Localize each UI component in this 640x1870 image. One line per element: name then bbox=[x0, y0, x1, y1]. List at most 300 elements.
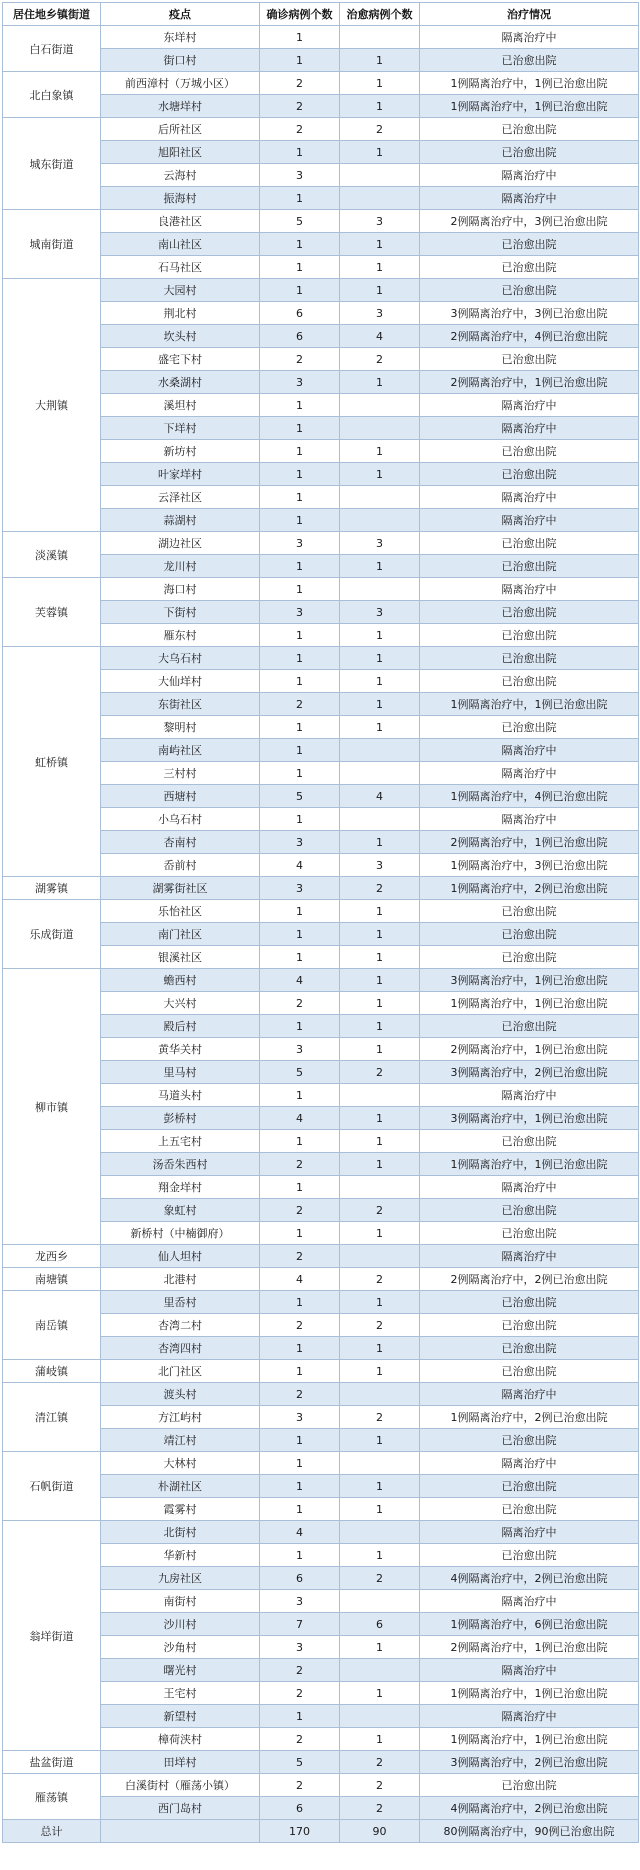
confirmed-cell: 1 bbox=[260, 233, 340, 256]
status-cell: 已治愈出院 bbox=[420, 1314, 639, 1337]
cured-cell: 1 bbox=[340, 693, 420, 716]
status-cell: 2例隔离治疗中，4例已治愈出院 bbox=[420, 325, 639, 348]
place-cell: 下垟村 bbox=[101, 417, 260, 440]
town-cell: 城南街道 bbox=[3, 210, 101, 279]
cured-cell: 1 bbox=[340, 1475, 420, 1498]
confirmed-cell: 1 bbox=[260, 463, 340, 486]
confirmed-cell: 3 bbox=[260, 371, 340, 394]
table-row bbox=[3, 647, 639, 670]
status-cell: 隔离治疗中 bbox=[420, 509, 639, 532]
town-cell: 白石街道 bbox=[3, 26, 101, 72]
place-cell: 西门岛村 bbox=[101, 1797, 260, 1820]
status-cell: 已治愈出院 bbox=[420, 670, 639, 693]
cured-cell: 1 bbox=[340, 647, 420, 670]
place-cell: 彭桥村 bbox=[101, 1107, 260, 1130]
cured-cell: 1 bbox=[340, 1153, 420, 1176]
place-cell: 殿后村 bbox=[101, 1015, 260, 1038]
confirmed-cell: 1 bbox=[260, 1176, 340, 1199]
status-cell: 已治愈出院 bbox=[420, 946, 639, 969]
confirmed-cell: 1 bbox=[260, 923, 340, 946]
confirmed-cell: 2 bbox=[260, 1774, 340, 1797]
place-cell: 小乌石村 bbox=[101, 808, 260, 831]
town-cell: 翁垟街道 bbox=[3, 1521, 101, 1751]
cured-cell: 1 bbox=[340, 95, 420, 118]
place-cell: 三村村 bbox=[101, 762, 260, 785]
confirmed-cell: 1 bbox=[260, 578, 340, 601]
status-cell: 已治愈出院 bbox=[420, 923, 639, 946]
status-cell: 隔离治疗中 bbox=[420, 1521, 639, 1544]
place-cell: 大园村 bbox=[101, 279, 260, 302]
place-cell: 杏湾二村 bbox=[101, 1314, 260, 1337]
place-cell: 沙川村 bbox=[101, 1613, 260, 1636]
cured-cell: 1 bbox=[340, 716, 420, 739]
cured-cell bbox=[340, 187, 420, 210]
confirmed-cell: 1 bbox=[260, 1015, 340, 1038]
place-cell: 大兴村 bbox=[101, 992, 260, 1015]
status-cell: 已治愈出院 bbox=[420, 1429, 639, 1452]
status-cell: 已治愈出院 bbox=[420, 1360, 639, 1383]
place-cell: 新望村 bbox=[101, 1705, 260, 1728]
cured-cell: 2 bbox=[340, 1774, 420, 1797]
status-cell: 已治愈出院 bbox=[420, 1544, 639, 1567]
status-cell: 隔离治疗中 bbox=[420, 26, 639, 49]
place-cell: 云海村 bbox=[101, 164, 260, 187]
cured-cell: 1 bbox=[340, 969, 420, 992]
confirmed-cell: 1 bbox=[260, 394, 340, 417]
place-cell: 黄华关村 bbox=[101, 1038, 260, 1061]
cured-cell: 1 bbox=[340, 670, 420, 693]
confirmed-cell: 1 bbox=[260, 187, 340, 210]
confirmed-cell: 1 bbox=[260, 1429, 340, 1452]
cured-cell: 2 bbox=[340, 877, 420, 900]
confirmed-cell: 3 bbox=[260, 1038, 340, 1061]
confirmed-cell: 1 bbox=[260, 1084, 340, 1107]
place-cell: 大乌石村 bbox=[101, 647, 260, 670]
cured-cell: 4 bbox=[340, 325, 420, 348]
header-row bbox=[3, 3, 639, 26]
cured-cell: 1 bbox=[340, 49, 420, 72]
town-cell: 龙西乡 bbox=[3, 1245, 101, 1268]
confirmed-cell: 1 bbox=[260, 1130, 340, 1153]
confirmed-cell: 3 bbox=[260, 877, 340, 900]
town-cell: 南塘镇 bbox=[3, 1268, 101, 1291]
place-cell: 海口村 bbox=[101, 578, 260, 601]
table-row bbox=[3, 118, 639, 141]
town-cell: 盐盆街道 bbox=[3, 1751, 101, 1774]
status-cell: 已治愈出院 bbox=[420, 49, 639, 72]
place-cell: 方江屿村 bbox=[101, 1406, 260, 1429]
cured-cell: 1 bbox=[340, 1498, 420, 1521]
table-row bbox=[3, 1245, 639, 1268]
cured-cell: 2 bbox=[340, 1314, 420, 1337]
place-cell: 石马社区 bbox=[101, 256, 260, 279]
table-row bbox=[3, 1774, 639, 1797]
total-label: 总计 bbox=[3, 1820, 101, 1843]
place-cell: 前西漳村（万城小区） bbox=[101, 72, 260, 95]
town-cell: 芙蓉镇 bbox=[3, 578, 101, 647]
confirmed-cell: 1 bbox=[260, 762, 340, 785]
status-cell: 隔离治疗中 bbox=[420, 1590, 639, 1613]
confirmed-cell: 1 bbox=[260, 739, 340, 762]
cured-cell: 3 bbox=[340, 601, 420, 624]
confirmed-cell: 2 bbox=[260, 1659, 340, 1682]
confirmed-cell: 5 bbox=[260, 1061, 340, 1084]
town-cell: 湖雾镇 bbox=[3, 877, 101, 900]
status-cell: 隔离治疗中 bbox=[420, 808, 639, 831]
status-cell: 隔离治疗中 bbox=[420, 1176, 639, 1199]
town-cell: 北白象镇 bbox=[3, 72, 101, 118]
table-row bbox=[3, 578, 639, 601]
confirmed-cell: 2 bbox=[260, 1682, 340, 1705]
place-cell: 振海村 bbox=[101, 187, 260, 210]
confirmed-cell: 1 bbox=[260, 1452, 340, 1475]
cured-cell: 1 bbox=[340, 1337, 420, 1360]
cured-cell bbox=[340, 164, 420, 187]
cured-cell bbox=[340, 1383, 420, 1406]
confirmed-cell: 1 bbox=[260, 1544, 340, 1567]
status-cell: 隔离治疗中 bbox=[420, 578, 639, 601]
status-cell: 已治愈出院 bbox=[420, 256, 639, 279]
cured-cell bbox=[340, 1705, 420, 1728]
confirmed-cell: 4 bbox=[260, 1521, 340, 1544]
confirmed-cell: 7 bbox=[260, 1613, 340, 1636]
status-cell: 隔离治疗中 bbox=[420, 1659, 639, 1682]
table-row bbox=[3, 1383, 639, 1406]
confirmed-cell: 1 bbox=[260, 1291, 340, 1314]
cured-cell: 1 bbox=[340, 371, 420, 394]
cured-cell: 2 bbox=[340, 1797, 420, 1820]
cured-cell: 4 bbox=[340, 785, 420, 808]
status-cell: 隔离治疗中 bbox=[420, 486, 639, 509]
status-cell: 1例隔离治疗中，1例已治愈出院 bbox=[420, 992, 639, 1015]
place-cell: 蟾西村 bbox=[101, 969, 260, 992]
total-cured: 90 bbox=[340, 1820, 420, 1843]
cured-cell: 1 bbox=[340, 1360, 420, 1383]
status-cell: 1例隔离治疗中，1例已治愈出院 bbox=[420, 1682, 639, 1705]
status-cell: 已治愈出院 bbox=[420, 1475, 639, 1498]
status-cell: 1例隔离治疗中，1例已治愈出院 bbox=[420, 72, 639, 95]
confirmed-cell: 6 bbox=[260, 1567, 340, 1590]
town-cell: 南岳镇 bbox=[3, 1291, 101, 1360]
place-cell: 叶家垟村 bbox=[101, 463, 260, 486]
confirmed-cell: 1 bbox=[260, 1498, 340, 1521]
cured-cell bbox=[340, 1521, 420, 1544]
confirmed-cell: 4 bbox=[260, 1107, 340, 1130]
cured-cell: 1 bbox=[340, 624, 420, 647]
place-cell: 里岙村 bbox=[101, 1291, 260, 1314]
town-cell: 大荆镇 bbox=[3, 279, 101, 532]
confirmed-cell: 1 bbox=[260, 279, 340, 302]
confirmed-cell: 3 bbox=[260, 1590, 340, 1613]
table-row bbox=[3, 969, 639, 992]
cured-cell: 2 bbox=[340, 1751, 420, 1774]
confirmed-cell: 6 bbox=[260, 325, 340, 348]
place-cell: 杏湾四村 bbox=[101, 1337, 260, 1360]
status-cell: 已治愈出院 bbox=[420, 601, 639, 624]
cured-cell bbox=[340, 1084, 420, 1107]
confirmed-cell: 2 bbox=[260, 1153, 340, 1176]
status-cell: 3例隔离治疗中，1例已治愈出院 bbox=[420, 969, 639, 992]
cured-cell: 6 bbox=[340, 1613, 420, 1636]
status-cell: 隔离治疗中 bbox=[420, 187, 639, 210]
status-cell: 已治愈出院 bbox=[420, 900, 639, 923]
status-cell: 3例隔离治疗中，2例已治愈出院 bbox=[420, 1061, 639, 1084]
cured-cell bbox=[340, 1245, 420, 1268]
cured-cell: 2 bbox=[340, 1061, 420, 1084]
town-cell: 石帆街道 bbox=[3, 1452, 101, 1521]
place-cell: 东垟村 bbox=[101, 26, 260, 49]
confirmed-cell: 5 bbox=[260, 210, 340, 233]
place-cell: 南门社区 bbox=[101, 923, 260, 946]
cured-cell: 1 bbox=[340, 256, 420, 279]
cured-cell: 1 bbox=[340, 1130, 420, 1153]
cured-cell bbox=[340, 1590, 420, 1613]
confirmed-cell: 1 bbox=[260, 26, 340, 49]
confirmed-cell: 1 bbox=[260, 1337, 340, 1360]
place-cell: 黎明村 bbox=[101, 716, 260, 739]
place-cell: 马道头村 bbox=[101, 1084, 260, 1107]
cured-cell: 1 bbox=[340, 1544, 420, 1567]
place-cell: 仙人坦村 bbox=[101, 1245, 260, 1268]
status-cell: 已治愈出院 bbox=[420, 647, 639, 670]
town-cell: 淡溪镇 bbox=[3, 532, 101, 578]
place-cell: 西塘村 bbox=[101, 785, 260, 808]
cured-cell: 1 bbox=[340, 279, 420, 302]
cured-cell: 1 bbox=[340, 992, 420, 1015]
status-cell: 隔离治疗中 bbox=[420, 1452, 639, 1475]
place-cell: 龙川村 bbox=[101, 555, 260, 578]
table-header bbox=[3, 3, 639, 26]
cured-cell bbox=[340, 26, 420, 49]
cured-cell: 1 bbox=[340, 1222, 420, 1245]
cured-cell bbox=[340, 808, 420, 831]
status-cell: 3例隔离治疗中，2例已治愈出院 bbox=[420, 1751, 639, 1774]
confirmed-cell: 3 bbox=[260, 831, 340, 854]
status-cell: 已治愈出院 bbox=[420, 1130, 639, 1153]
confirmed-cell: 1 bbox=[260, 900, 340, 923]
cured-cell: 1 bbox=[340, 1107, 420, 1130]
cured-cell: 1 bbox=[340, 1728, 420, 1751]
cured-cell: 1 bbox=[340, 141, 420, 164]
confirmed-cell: 1 bbox=[260, 49, 340, 72]
status-cell: 已治愈出院 bbox=[420, 1774, 639, 1797]
status-cell: 隔离治疗中 bbox=[420, 1383, 639, 1406]
status-cell: 已治愈出院 bbox=[420, 1291, 639, 1314]
confirmed-cell: 6 bbox=[260, 1797, 340, 1820]
cured-cell bbox=[340, 1176, 420, 1199]
town-cell: 城东街道 bbox=[3, 118, 101, 210]
place-cell: 南街村 bbox=[101, 1590, 260, 1613]
place-cell: 霞雾村 bbox=[101, 1498, 260, 1521]
place-cell: 靖江村 bbox=[101, 1429, 260, 1452]
place-cell: 新坊村 bbox=[101, 440, 260, 463]
status-cell: 2例隔离治疗中，1例已治愈出院 bbox=[420, 371, 639, 394]
place-cell: 湖边社区 bbox=[101, 532, 260, 555]
cured-cell: 1 bbox=[340, 72, 420, 95]
table-row bbox=[3, 1360, 639, 1383]
confirmed-cell: 6 bbox=[260, 302, 340, 325]
confirmed-cell: 2 bbox=[260, 693, 340, 716]
status-cell: 隔离治疗中 bbox=[420, 1245, 639, 1268]
confirmed-cell: 3 bbox=[260, 164, 340, 187]
cured-cell: 1 bbox=[340, 831, 420, 854]
table-row bbox=[3, 877, 639, 900]
cured-cell bbox=[340, 1659, 420, 1682]
cured-cell bbox=[340, 578, 420, 601]
status-cell: 1例隔离治疗中，1例已治愈出院 bbox=[420, 95, 639, 118]
status-cell: 2例隔离治疗中，2例已治愈出院 bbox=[420, 1268, 639, 1291]
place-cell: 湖雾街社区 bbox=[101, 877, 260, 900]
confirmed-cell: 2 bbox=[260, 1314, 340, 1337]
status-cell: 3例隔离治疗中，3例已治愈出院 bbox=[420, 302, 639, 325]
total-status: 80例隔离治疗中，90例已治愈出院 bbox=[420, 1820, 639, 1843]
place-cell: 岙前村 bbox=[101, 854, 260, 877]
town-cell: 乐成街道 bbox=[3, 900, 101, 969]
cured-cell: 1 bbox=[340, 1682, 420, 1705]
status-cell: 2例隔离治疗中，3例已治愈出院 bbox=[420, 210, 639, 233]
confirmed-cell: 1 bbox=[260, 624, 340, 647]
place-cell: 北门社区 bbox=[101, 1360, 260, 1383]
cured-cell bbox=[340, 739, 420, 762]
confirmed-cell: 1 bbox=[260, 1475, 340, 1498]
place-cell: 盛宅下村 bbox=[101, 348, 260, 371]
place-cell: 旭阳社区 bbox=[101, 141, 260, 164]
confirmed-cell: 1 bbox=[260, 946, 340, 969]
status-cell: 1例隔离治疗中，1例已治愈出院 bbox=[420, 693, 639, 716]
cured-cell bbox=[340, 486, 420, 509]
cured-cell: 1 bbox=[340, 1636, 420, 1659]
status-cell: 已治愈出院 bbox=[420, 624, 639, 647]
header-town: 居住地乡镇街道 bbox=[3, 3, 101, 26]
status-cell: 已治愈出院 bbox=[420, 463, 639, 486]
place-cell: 北港村 bbox=[101, 1268, 260, 1291]
status-cell: 1例隔离治疗中，2例已治愈出院 bbox=[420, 1406, 639, 1429]
place-cell: 田垟村 bbox=[101, 1751, 260, 1774]
confirmed-cell: 5 bbox=[260, 785, 340, 808]
place-cell: 荆北村 bbox=[101, 302, 260, 325]
place-cell: 东街社区 bbox=[101, 693, 260, 716]
confirmed-cell: 2 bbox=[260, 1728, 340, 1751]
confirmed-cell: 1 bbox=[260, 808, 340, 831]
place-cell: 翔金垟村 bbox=[101, 1176, 260, 1199]
confirmed-cell: 3 bbox=[260, 1636, 340, 1659]
status-cell: 已治愈出院 bbox=[420, 555, 639, 578]
confirmed-cell: 4 bbox=[260, 854, 340, 877]
table-row bbox=[3, 532, 639, 555]
status-cell: 隔离治疗中 bbox=[420, 164, 639, 187]
cured-cell: 3 bbox=[340, 302, 420, 325]
place-cell: 雁东村 bbox=[101, 624, 260, 647]
cured-cell: 2 bbox=[340, 118, 420, 141]
cured-cell: 1 bbox=[340, 233, 420, 256]
total-place bbox=[101, 1820, 260, 1843]
cured-cell: 2 bbox=[340, 1406, 420, 1429]
place-cell: 王宅村 bbox=[101, 1682, 260, 1705]
place-cell: 坎头村 bbox=[101, 325, 260, 348]
confirmed-cell: 1 bbox=[260, 256, 340, 279]
cured-cell: 3 bbox=[340, 532, 420, 555]
place-cell: 上五宅村 bbox=[101, 1130, 260, 1153]
header-place: 疫点 bbox=[101, 3, 260, 26]
place-cell: 云泽社区 bbox=[101, 486, 260, 509]
place-cell: 华新村 bbox=[101, 1544, 260, 1567]
status-cell: 1例隔离治疗中，4例已治愈出院 bbox=[420, 785, 639, 808]
status-cell: 已治愈出院 bbox=[420, 233, 639, 256]
place-cell: 水桑湖村 bbox=[101, 371, 260, 394]
place-cell: 蒜湖村 bbox=[101, 509, 260, 532]
status-cell: 已治愈出院 bbox=[420, 1337, 639, 1360]
table-row bbox=[3, 26, 639, 49]
town-cell: 蒲岐镇 bbox=[3, 1360, 101, 1383]
confirmed-cell: 1 bbox=[260, 486, 340, 509]
status-cell: 隔离治疗中 bbox=[420, 1705, 639, 1728]
cured-cell: 1 bbox=[340, 1015, 420, 1038]
place-cell: 新桥村（中楠御府） bbox=[101, 1222, 260, 1245]
cured-cell: 1 bbox=[340, 1429, 420, 1452]
table-row bbox=[3, 1268, 639, 1291]
status-cell: 已治愈出院 bbox=[420, 1222, 639, 1245]
confirmed-cell: 1 bbox=[260, 555, 340, 578]
status-cell: 隔离治疗中 bbox=[420, 739, 639, 762]
cured-cell: 1 bbox=[340, 555, 420, 578]
place-cell: 南屿社区 bbox=[101, 739, 260, 762]
cured-cell: 1 bbox=[340, 1038, 420, 1061]
status-cell: 已治愈出院 bbox=[420, 118, 639, 141]
table-row bbox=[3, 279, 639, 302]
header-status: 治疗情况 bbox=[420, 3, 639, 26]
case-table bbox=[2, 2, 639, 1843]
status-cell: 已治愈出院 bbox=[420, 348, 639, 371]
table-body bbox=[3, 26, 639, 1820]
confirmed-cell: 4 bbox=[260, 969, 340, 992]
place-cell: 杏南村 bbox=[101, 831, 260, 854]
status-cell: 2例隔离治疗中，1例已治愈出院 bbox=[420, 1636, 639, 1659]
place-cell: 大仙垟村 bbox=[101, 670, 260, 693]
total-confirmed: 170 bbox=[260, 1820, 340, 1843]
cured-cell bbox=[340, 509, 420, 532]
place-cell: 南山社区 bbox=[101, 233, 260, 256]
confirmed-cell: 3 bbox=[260, 601, 340, 624]
place-cell: 曙光村 bbox=[101, 1659, 260, 1682]
status-cell: 隔离治疗中 bbox=[420, 394, 639, 417]
table-row bbox=[3, 1751, 639, 1774]
place-cell: 九房社区 bbox=[101, 1567, 260, 1590]
status-cell: 隔离治疗中 bbox=[420, 1084, 639, 1107]
place-cell: 下街村 bbox=[101, 601, 260, 624]
cured-cell: 1 bbox=[340, 900, 420, 923]
confirmed-cell: 2 bbox=[260, 1199, 340, 1222]
cured-cell bbox=[340, 762, 420, 785]
place-cell: 朴湖社区 bbox=[101, 1475, 260, 1498]
status-cell: 已治愈出院 bbox=[420, 1015, 639, 1038]
place-cell: 街口村 bbox=[101, 49, 260, 72]
cured-cell: 3 bbox=[340, 854, 420, 877]
confirmed-cell: 2 bbox=[260, 1383, 340, 1406]
status-cell: 已治愈出院 bbox=[420, 279, 639, 302]
cured-cell: 3 bbox=[340, 210, 420, 233]
confirmed-cell: 1 bbox=[260, 509, 340, 532]
confirmed-cell: 1 bbox=[260, 1222, 340, 1245]
place-cell: 樟荷浃村 bbox=[101, 1728, 260, 1751]
cured-cell bbox=[340, 417, 420, 440]
confirmed-cell: 1 bbox=[260, 1360, 340, 1383]
confirmed-cell: 2 bbox=[260, 1245, 340, 1268]
cured-cell: 1 bbox=[340, 440, 420, 463]
cured-cell bbox=[340, 394, 420, 417]
status-cell: 1例隔离治疗中，2例已治愈出院 bbox=[420, 877, 639, 900]
place-cell: 渡头村 bbox=[101, 1383, 260, 1406]
status-cell: 3例隔离治疗中，1例已治愈出院 bbox=[420, 1107, 639, 1130]
